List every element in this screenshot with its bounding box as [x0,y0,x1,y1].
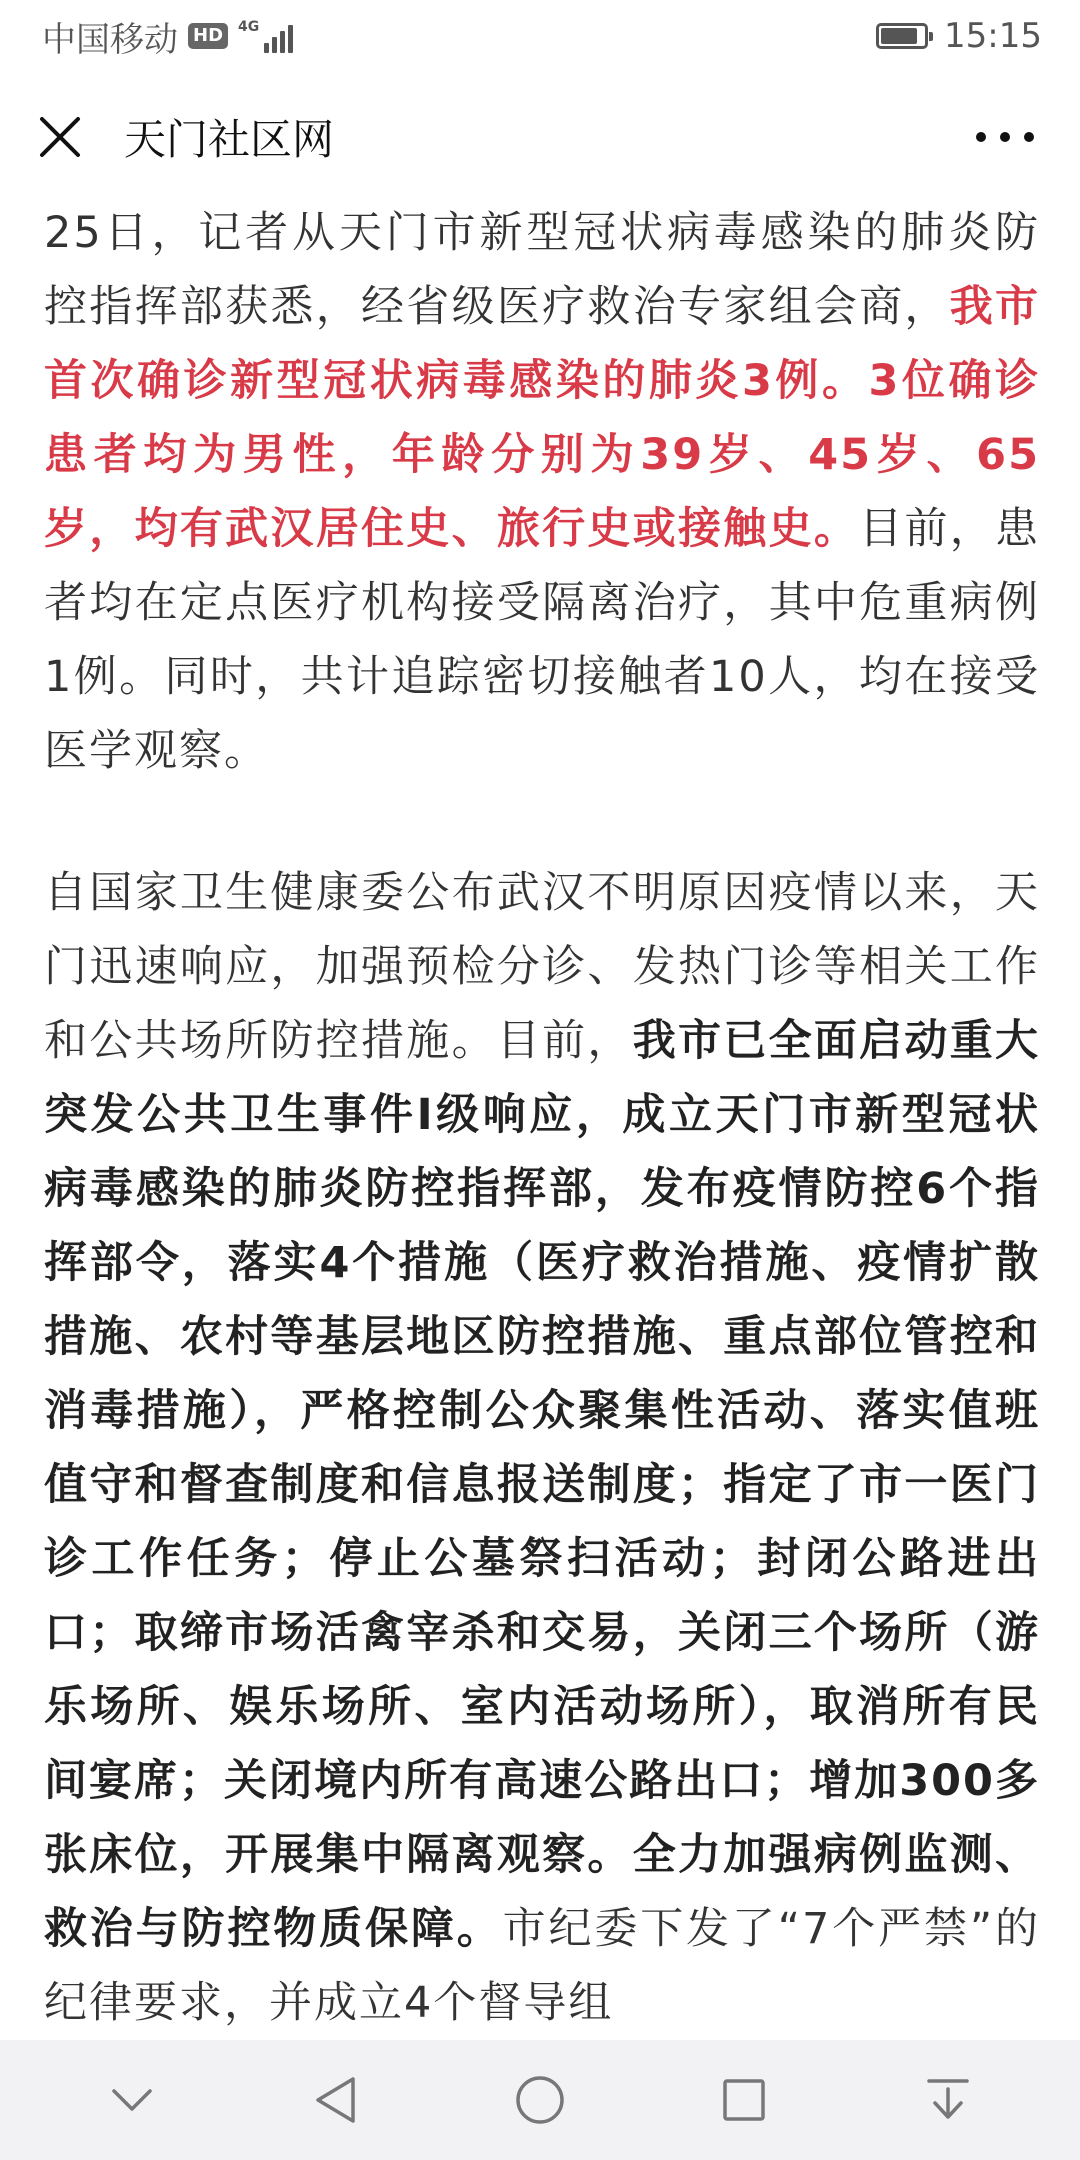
more-options-button[interactable] [970,112,1040,162]
nav-notification-button[interactable] [903,2055,993,2145]
page-title: 天门社区网 [124,115,335,164]
status-right [876,16,1042,56]
article-paragraph-2 [44,856,1040,2036]
paragraph-1-text-a: 25日，记者从天门市新型冠状病毒感染的肺炎防控指挥部获悉，经省级医疗救治专家组会商， [44,208,1040,332]
paragraph-spacer [44,788,1040,856]
article-content[interactable] [44,196,1040,2036]
status-bar [0,0,1080,72]
signal-icon [238,19,293,53]
paragraph-2-text-a: 自国家卫生健康委公布武汉不明原因疫情以来，天门迅速响应，加强预检分诊、发热门诊等相关工作和公共场所防控措施。目前， [44,868,1040,1066]
nav-recents-button[interactable] [699,2055,789,2145]
paragraph-2-text-b: 市纪委下发了“7个严禁”的纪律要求，并成立4个督导组 [44,1904,1040,2028]
nav-collapse-button[interactable] [87,2055,177,2145]
article-paragraph-1 [44,196,1040,788]
chevron-down-icon [110,2085,154,2115]
back-triangle-icon [313,2075,359,2125]
battery-icon [876,23,928,49]
more-dots-icon [973,130,1037,144]
network-type-label: 4G [238,19,260,35]
paragraph-1-highlight-red: 我市首次确诊新型冠状病毒感染的肺炎3例。3位确诊患者均为男性，年龄分别为39岁、45岁、65岁，均有武汉居住史、旅行史或接触史。 [44,282,1040,554]
hd-badge: HD [188,23,228,49]
title-bar [0,72,1080,202]
paragraph-1-text-b: 目前，患者均在定点医疗机构接受隔离治疗，其中危重病例1例。同时，共计追踪密切接触者10人，均在接受医学观察。 [44,504,1040,776]
clock: 15:15 [944,16,1042,56]
close-button[interactable] [34,111,86,163]
nav-home-button[interactable] [495,2055,585,2145]
status-left [42,12,293,61]
paragraph-2-bold: 我市已全面启动重大突发公共卫生事件I级响应，成立天门市新型冠状病毒感染的肺炎防控指挥部，发布疫情防控6个指挥部令，落实4个措施（医疗救治措施、疫情扩散措施、农村等基层地区防控措施、重点部位管控和消毒措施），严格控制公众聚集性活动、落实值班值守和督查制度和信息报送制度；指定了市一医门诊工作任务；停止公墓祭扫活动；封闭公路进出口；取缔市场活禽宰杀和交易，关闭三个场所（游乐场所、娱乐场所、室内活动场所），取消所有民间宴席；关闭境内所有高速公路出口；增加300多张床位，开展集中隔离观察。全力加强病例监测、救治与防控物质保障。 [44,1016,1040,1954]
notification-pull-icon [925,2075,971,2125]
nav-back-button[interactable] [291,2055,381,2145]
battery-level-fill [881,28,917,44]
system-nav-bar [0,2040,1080,2160]
recents-square-icon [720,2076,768,2124]
carrier-label: 中国移动 [42,19,178,60]
close-icon [38,115,82,159]
home-circle-icon [514,2074,566,2126]
